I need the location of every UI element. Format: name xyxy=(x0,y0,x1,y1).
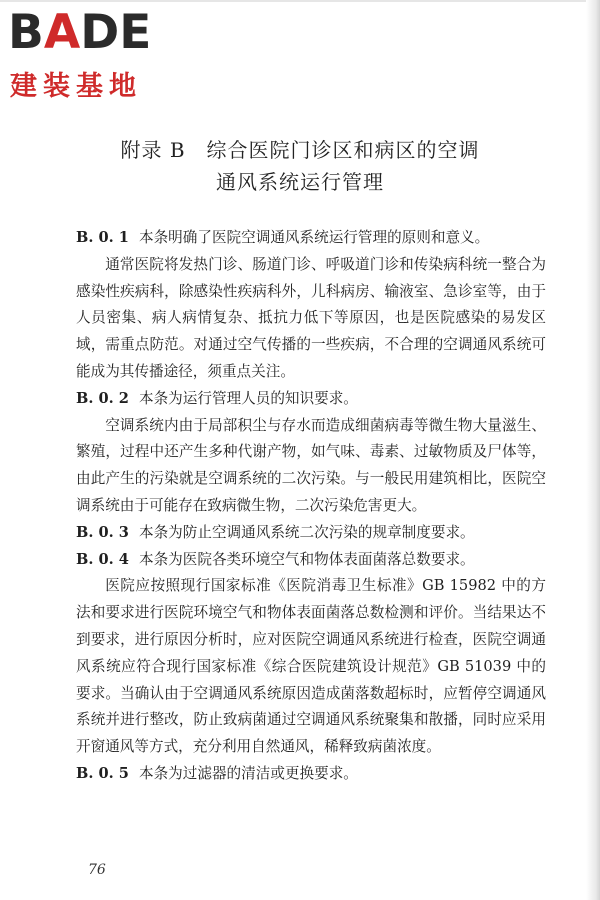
paragraph-b02-body: 空调系统内由于局部积尘与存水而造成细菌病毒等微生物大量滋生、繁殖，过程中还产生多种代谢产物，如气味、毒素、过敏物质及尸体等，由此产生的污染就是空调系统的二次污染。与一般民用建筑相比，医院空调系统由于可能存在致病微生物，二次污染危害更大。 xyxy=(76,416,546,514)
page-top-edge xyxy=(0,0,600,2)
section-text: 本条为防止空调通风系统二次污染的规章制度要求。 xyxy=(138,523,475,541)
logo-letter-d: D xyxy=(80,5,120,60)
section-text: 本条明确了医院空调通风系统运行管理的原则和意义。 xyxy=(138,229,490,246)
section-b04 xyxy=(76,547,546,574)
section-b03 xyxy=(76,520,546,547)
logo-letter-e: E xyxy=(119,5,152,60)
section-text: 本条为过滤器的清洁或更换要求。 xyxy=(138,764,358,782)
section-text: 本条为医院各类环境空气和物体表面菌落总数要求。 xyxy=(138,550,475,568)
section-number: B. 0. 4 xyxy=(76,550,129,568)
page-number: 76 xyxy=(88,862,106,878)
document-body xyxy=(76,225,546,788)
section-number: B. 0. 1 xyxy=(76,229,129,246)
section-b05 xyxy=(76,761,546,788)
section-number: B. 0. 3 xyxy=(76,523,129,541)
bade-logo xyxy=(8,5,178,102)
appendix-title-line-1: 附录 B 综合医院门诊区和病区的空调 xyxy=(120,138,480,162)
logo-letter-a: A xyxy=(43,5,81,60)
section-b01 xyxy=(76,225,546,252)
logo-wordmark xyxy=(8,6,151,60)
logo-subtitle: 建装基地 xyxy=(10,71,142,102)
section-text: 本条为运行管理人员的知识要求。 xyxy=(138,389,358,407)
paragraph-b01-body: 通常医院将发热门诊、肠道门诊、呼吸道门诊和传染病科统一整合为感染性疾病科，除感染性疾病科外，儿科病房、输液室、急诊室等，由于人员密集、病人病情复杂、抵抗力低下等原因，也是医院感染的易发区域，需重点防范。对通过空气传播的一些疾病，不合理的空调通风系统可能成为其传播途径，须重点关注。 xyxy=(76,255,546,380)
logo-letter-b: B xyxy=(8,5,44,60)
appendix-title-line-2: 通风系统运行管理 xyxy=(216,170,384,194)
section-number: B. 0. 5 xyxy=(76,764,129,782)
section-b02 xyxy=(76,386,546,413)
paragraph-b04-body: 医院应按照现行国家标准《医院消毒卫生标准》GB 15982 中的方法和要求进行医院环境空气和物体表面菌落总数检测和评价。当结果达不到要求，进行原因分析时，应对医院空调通风系统进行检查，医院空调通风系统应符合现行国家标准《综合医院建筑设计规范》GB 51039 中的要求。当确认由于空调通风系统原因造成菌落数超标时，应暂停空调通风系统并进行整改，防止致病菌通过空调通风系统聚集和散播，同时应采用开窗通风等方式，充分利用自然通风，稀释致病菌浓度。 xyxy=(76,577,546,756)
section-number: B. 0. 2 xyxy=(76,389,129,407)
